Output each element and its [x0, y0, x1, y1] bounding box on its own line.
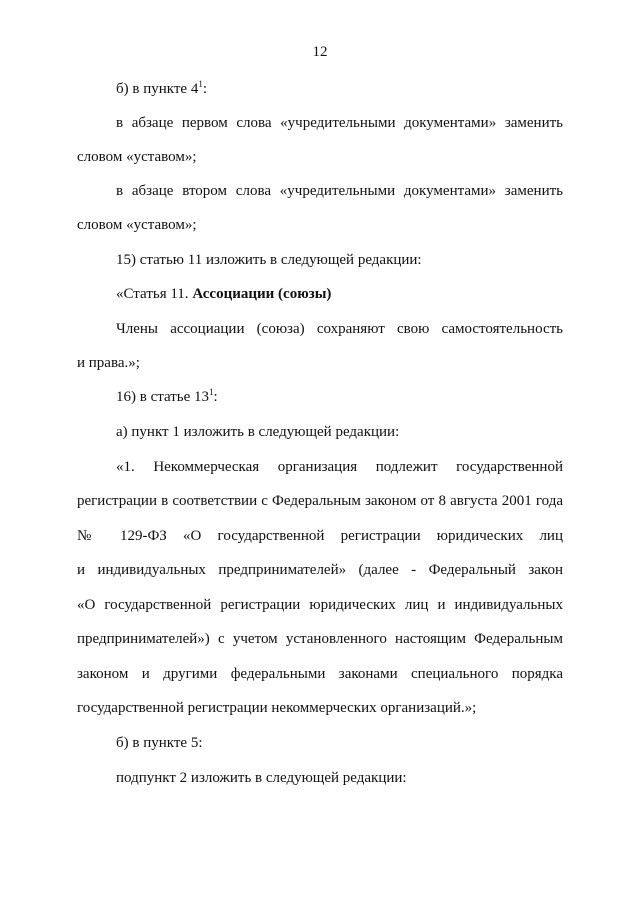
article-title-bold: Ассоциации (союзы) — [192, 286, 332, 302]
paragraph-line: государственной регистрации некоммерческих организаций.»; — [77, 700, 477, 716]
paragraph-line: «О государственной регистрации юридических лиц и индивидуальных — [77, 597, 563, 613]
paragraph-line: и права.»; — [77, 355, 140, 371]
text-span: 16) в статье 13 — [116, 389, 210, 405]
paragraph-line: «1. Некоммерческая организация подлежит государственной — [116, 459, 563, 475]
paragraph-line: и индивидуальных предпринимателей» (далее - Федеральный закон — [77, 562, 563, 578]
paragraph-line — [116, 80, 207, 98]
text-span: : — [202, 81, 207, 97]
text-span: б) в пункте 4 — [116, 81, 199, 97]
superscript: 1 — [198, 79, 203, 89]
article-heading — [116, 285, 331, 303]
paragraph-line: Члены ассоциации (союза) сохраняют свою самостоятельность — [116, 321, 563, 337]
page-number: 12 — [312, 44, 328, 60]
paragraph-line: а) пункт 1 изложить в следующей редакции: — [116, 424, 400, 440]
text-span: «Статья 11. — [116, 286, 193, 302]
paragraph-line: законом и другими федеральными законами специального порядка — [77, 666, 563, 682]
paragraph-line: 15) статью 11 изложить в следующей редакции: — [116, 252, 422, 268]
superscript: 1 — [209, 387, 214, 397]
paragraph-line — [116, 388, 218, 406]
paragraph-line: подпункт 2 изложить в следующей редакции: — [116, 770, 407, 786]
paragraph-line: в абзаце втором слова «учредительными документами» заменить — [116, 183, 563, 199]
paragraph-line: словом «уставом»; — [77, 149, 197, 165]
paragraph-line: словом «уставом»; — [77, 217, 197, 233]
paragraph-line: регистрации в соответствии с Федеральным законом от 8 августа 2001 года — [77, 493, 563, 509]
paragraph-line: в абзаце первом слова «учредительными документами» заменить — [116, 115, 563, 131]
paragraph-line: № 129-ФЗ «О государственной регистрации юридических лиц — [77, 528, 563, 544]
paragraph-line: предпринимателей») с учетом установленного настоящим Федеральным — [77, 631, 563, 647]
text-span: : — [213, 389, 218, 405]
paragraph-line: б) в пункте 5: — [116, 735, 203, 751]
